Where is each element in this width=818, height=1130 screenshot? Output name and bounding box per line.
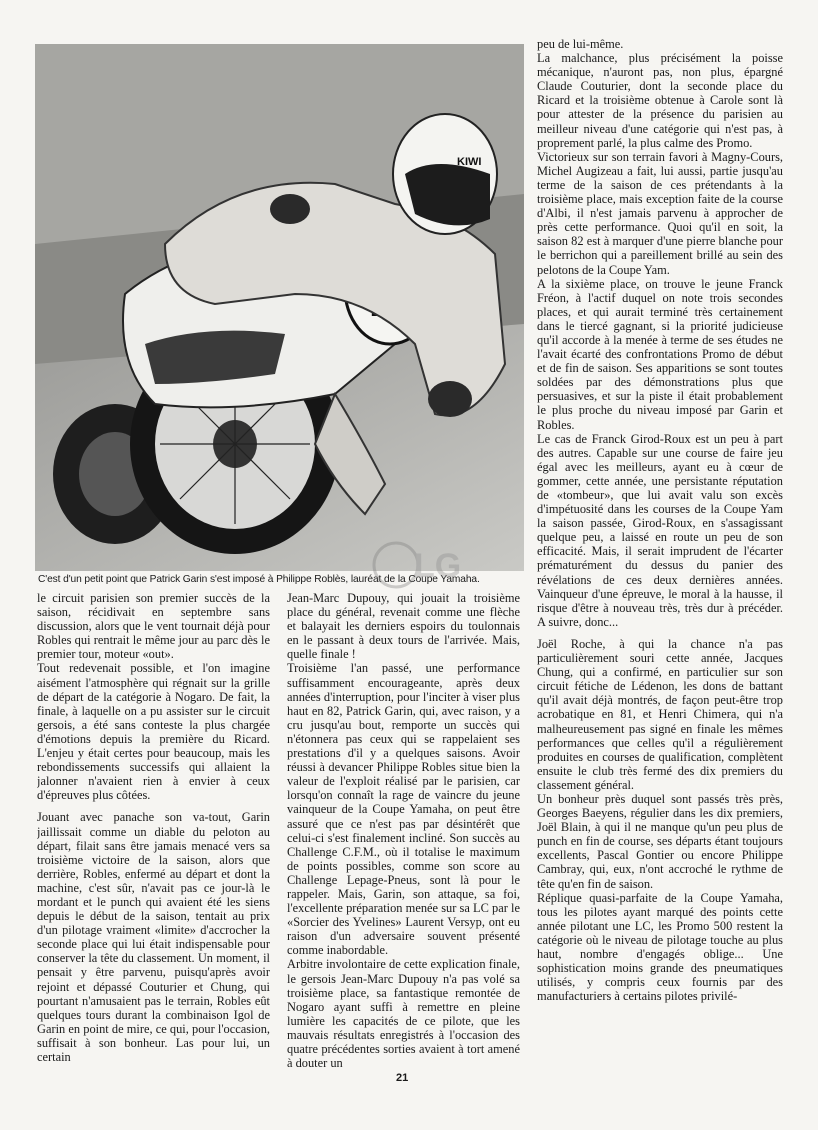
paragraph: La malchance, plus précisément la poisse mécanique, n'auront pas, non plus, épargné Claude Couturier, dont la seconde place du Ricard et la troisième obtenue à Carole sont là pour attester de la présence du parisien au meilleur niveau d'une catégorie qui n'est pas, à proprement parlé, la plus calme des Promo. bbox=[537, 51, 783, 150]
helmet-brand: KIWI bbox=[457, 156, 482, 168]
photo-caption: C'est d'un petit point que Patrick Garin s'est imposé à Philippe Roblès, lauréat de la Coupe Yamaha. bbox=[38, 574, 480, 585]
paragraph: peu de lui-même. bbox=[537, 37, 624, 51]
paragraph: Réplique quasi-parfaite de la Coupe Yamaha, tous les pilotes ayant marqué des points cette année pilotant une LC, les Promo 500 restent la catégorie où le niveau de pilotage touche au plus haut, nombre d'engagés oblige... Une sophistication moins grande des pneumatiques utilisés, y compris ceux fournis par des manufacturiers à certains pilotes privilé- bbox=[537, 890, 783, 1004]
article-column-3 bbox=[537, 37, 783, 1077]
paragraph: Jean-Marc Dupouy, qui jouait la troisième place du général, revenait comme une flèche et balayait les derniers espoirs du toulonnais en le passant à deux tours de l'arrivée. Mais, quelle finale ! bbox=[287, 591, 520, 662]
motorcycle-racer-illustration bbox=[35, 44, 524, 571]
paragraph: Troisième l'an passé, une performance suffisamment encourageante, après deux années d'interruption, pour l'inciter à viser plus haut en 82, Patrick Garin, qui, avec raison, y a cru jusqu'au bout, remporte un succès qui n'étonnera pas ceux qui se rappelaient ses prestations d'il y a quelques saisons. Avoir réussi à devancer Philippe Robles situe bien la valeur de l'exploit réalisé par le parisien, car lorsqu'on connaît la rage de vaincre du jeune vainqueur de la Coupe Yamaha, on peut être assuré que ce n'est pas par désintérêt que celui-ci s'est finalement incliné. Son succès au Challenge C.F.M., où il totalise le maximum de points possibles, comme son score au Challenge Lepage-Pneus, sont là pour le rappeler. Mais, Garin, son attaque, sa foi, l'excellente préparation menée sur sa LC par le «Sorcier des Yvelines» Laurent Versyp, ont eu raison d'un adversaire souvent présenté comme inabordable. bbox=[287, 661, 520, 958]
article-column-1 bbox=[37, 591, 270, 1071]
watermark-text: LG bbox=[414, 547, 462, 585]
paragraph: Tout redevenait possible, et l'on imagine aisément l'atmosphère qui régnait sur la grille de départ de la catégorie à Nogaro. De fait, la finale, à laquelle on a pu assister sur le circuit gersois, a été sans conteste la plus chargée d'émotions depuis la première du Ricard. L'enjeu y était certes pour beaucoup, mais les rebondissements successifs qui allaient la jalonner n'avaient rien à envier à ceux d'épreuves plus côtées. bbox=[37, 661, 270, 803]
paragraph: Jouant avec panache son va-tout, Garin jaillissait comme un diable du peloton au départ, filait sans être jamais menacé vers sa troisième victoire de la saison, alors que derrière, Robles, enfermé au départ et dont la machine, c'est sûr, n'avait pas ce jour-là le mordant et le punch qui avaient été les siens depuis le début de la saison, tentait au prix d'un pilotage vraiment «limite» d'accrocher la seconde place qui lui était indispensable pour conserver la tête du classement. Un moment, il pensait y être parvenu, puisqu'après avoir rejoint et dépassé Couturier et Chung, qui pourtant n'amusaient pas le terrain, Robles eût quelques tours durant la combinaison Igol de Garin en point de mire, ce qui, pour l'occasion, suffisait à son bonheur. Las pour lui, un certain bbox=[37, 810, 270, 1064]
paragraph: Arbitre involontaire de cette explication finale, le gersois Jean-Marc Dupouy n'a pas volé sa troisième place, sa fantastique remontée de Nogaro ayant suffi à remettre en pleine lumière les capacités de ce pilote, que les mauvais résultats enregistrés à l'occasion des quatre précédentes sorties avaient à tort amené à douter un bbox=[287, 957, 520, 1071]
paragraph: Un bonheur près duquel sont passés très près, Georges Baeyens, régulier dans les dix premiers, Joël Blain, à qui il ne manque qu'un peu plus de punch en fin de course, ses départs étant toujours excellents, Pascal Gontier ou encore Philippe Cambray, qui, eux, n'ont accroché le rythme de tête qu'en fin de saison. bbox=[537, 791, 783, 891]
paragraph: Le cas de Franck Girod-Roux est un peu à part des autres. Capable sur une course de faire jeu égal avec les meilleurs, ayant eu à cœur de gommer, cette année, une persistante réputation de «tombeur», que lui avait valu son excès d'impétuosité dans les courses de la Coupe Yam la saison passée, Girod-Roux, en s'assagissant quelque peu, a laissé en route un peu de son efficacité. Mais, il serait imprudent de l'écarter prématurément du dessus du panier des révélations de ces deux dernières années. Vainqueur d'une épreuve, le moral à la hausse, il risque d'être à nouveau très, très dur à précéder. A suivre, donc... bbox=[537, 431, 783, 629]
paragraph: le circuit parisien son premier succès de la saison, récidivait en septembre sans discussion, alors que le vent tournait déjà pour Robles qui rentrait le même jour au parc dès le premier tour, moteur «out». bbox=[37, 591, 270, 662]
paragraph: A la sixième place, on trouve le jeune Franck Fréon, à l'actif duquel on note trois secondes places, et qui aurait terminé très certainement dans le tiercé gagnant, si la priorité judicieuse qu'il accorde à la menée à terme de ses études ne l'avait écarté des confrontations Promo de début et de fin de saison. Ses apparitions se sont toutes soldées par des démonstrations plus que persuasives, et sur la piste il était probablement le plus proche du niveau imposé par Garin et Robles. bbox=[537, 276, 783, 432]
article-column-2 bbox=[287, 591, 520, 1071]
page-number: 21 bbox=[396, 1072, 409, 1084]
racing-photo bbox=[35, 44, 524, 571]
paragraph: Victorieux sur son terrain favori à Magny-Cours, Michel Augizeau a fait, lui aussi, partie jusqu'au terme de la saison de ces prétendants à la troisième place, mais exception faite de la course d'Albi, il n'est jamais parvenu à approcher de près cette performance. Quoi qu'il en soit, la saison 82 est à marquer d'une pierre blanche pour le berrichon qui a pareillement brillé au sein des pelotons de la Coupe Yam. bbox=[537, 149, 783, 277]
paragraph: Joël Roche, à qui la chance n'a pas particulièrement souri cette année, Jacques Chung, qui a confirmé, en particulier sur son circuit fétiche de Lédenon, les dons de battant qu'il avait déjà montrés, de façon peut-être trop acrobatique en 81, et Henri Chimera, qui n'a malheureusement pas signé en finale les mêmes performances que celles qu'il a régulièrement produites en courses de qualification, complètent ensuite le club très fermé des dix premiers du classement général. bbox=[537, 636, 783, 792]
